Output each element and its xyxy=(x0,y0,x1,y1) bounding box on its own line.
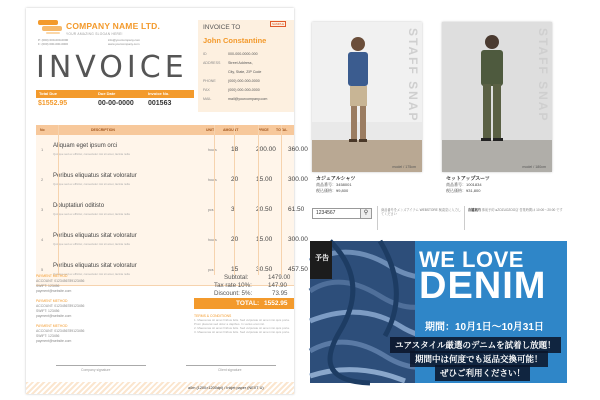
row-amount: 20 xyxy=(231,176,239,183)
row-subtext: Quisque sed ex efficitur, consectetur nisi sit amet, lacinia nulla xyxy=(53,272,130,276)
payment-line: payment@website.com xyxy=(36,289,72,293)
row-price: 200.00 xyxy=(256,146,276,153)
customer-field-value: mail@yourcompany.com xyxy=(228,97,268,101)
company-contact: P: (000) 000-000-0000 F: (000) 000-000-0000 xyxy=(38,38,69,46)
row-price: 20.50 xyxy=(256,206,273,213)
row-description: Peribus eliquatus sitat voloratur xyxy=(53,173,137,179)
customer-field-value: Street Address, xyxy=(228,61,253,65)
row-subtext: Quisque sed ex efficitur, consectetur nisi sit amet, lacinia nulla xyxy=(53,182,130,186)
customer-field-key: ID xyxy=(203,52,207,56)
summary-header-bar xyxy=(36,90,194,98)
customer-name: John Constantine xyxy=(203,36,267,45)
customer-field-key: ADDRESS xyxy=(203,61,221,65)
row-total: 300.00 xyxy=(288,236,308,243)
headline-denim: DENIM xyxy=(419,265,547,307)
column-divider xyxy=(58,125,59,275)
payment-line: SWIFT: 123456 xyxy=(36,334,60,338)
subtotal-value: 1479.00 xyxy=(268,274,291,281)
bill-to-label: INVOICE TO xyxy=(203,24,241,31)
column-divider xyxy=(234,125,235,275)
table-row xyxy=(36,135,308,166)
row-price: 15.00 xyxy=(256,176,273,183)
row-amount: 3 xyxy=(231,206,235,213)
client-signature-label: Client signature xyxy=(218,368,242,372)
sample-badge: SAMPLE xyxy=(272,22,285,26)
col-header: DESCRIPTION xyxy=(91,128,115,132)
customer-field-value: 000-000-0000-000 xyxy=(228,52,258,56)
col-header: TOTAL xyxy=(276,128,288,132)
company-slogan: YOUR AMAZING SLOGAN HERE! xyxy=(66,32,123,36)
staff-snap-watermark: STAFF SNAP xyxy=(406,28,420,123)
row-subtext: Quisque sed ex efficitur, consectetur nisi sit amet, lacinia nulla xyxy=(53,242,130,246)
row-number: 3 xyxy=(41,207,44,212)
table-row xyxy=(36,225,308,256)
summary-label: Due Date xyxy=(98,91,116,96)
grand-total-label: TOTAL: xyxy=(236,300,260,307)
table-header xyxy=(36,125,294,135)
row-subtext: Quisque sed ex efficitur, consectetur nisi sit amet, lacinia nulla xyxy=(53,152,130,156)
campaign-period: 期間：10月1日〜10月31日 xyxy=(425,322,544,333)
total-due-value: $1552.95 xyxy=(38,100,68,107)
denim-banner xyxy=(310,241,567,383)
payment-line: ACCOUNT: 0123456789123456 xyxy=(36,329,85,333)
magnifier-icon[interactable]: ⚲ xyxy=(360,209,371,218)
item-name: セットアップスーツ xyxy=(446,176,490,182)
row-number: 2 xyxy=(41,177,44,182)
row-unit: hours xyxy=(208,178,217,182)
row-description: Peribus eliquatus sitat voloratur xyxy=(53,263,137,269)
staff-snap-watermark: STAFF SNAP xyxy=(536,28,550,123)
model-height: model / 175cm xyxy=(392,165,416,169)
denim-headline-panel xyxy=(395,241,567,383)
promo-line-1: ユアスタイル厳選のデニムを試着し放題！ xyxy=(390,337,561,353)
terms-title: TERMS & CONDITIONS xyxy=(194,314,232,318)
divider xyxy=(464,206,465,230)
payment-line: ACCOUNT: 0123456789123456 xyxy=(36,304,85,308)
row-total: 360.00 xyxy=(288,146,308,153)
column-divider xyxy=(214,125,215,275)
payment-line: payment@website.com xyxy=(36,339,72,343)
table-row xyxy=(36,165,308,196)
payment-method-title: PAYMENT METHOD xyxy=(36,274,68,278)
customer-field-key: MAIL xyxy=(203,97,212,101)
col-header: PRICE xyxy=(258,128,269,132)
row-total: 300.00 xyxy=(288,176,308,183)
row-price: 30.50 xyxy=(256,266,273,273)
print-spec-caption: a0m (1200×1200dpi) / Inkjet paper (NEXT U) xyxy=(188,386,264,390)
grand-total-bar xyxy=(194,298,294,309)
client-signature-line xyxy=(186,365,276,366)
company-signature-label: Company signature xyxy=(81,368,111,372)
customer-field-key: FAX xyxy=(203,88,210,92)
company-signature-line xyxy=(56,365,146,366)
grand-total-value: 1552.95 xyxy=(264,300,288,307)
row-unit: hours xyxy=(208,148,217,152)
row-price: 15.00 xyxy=(256,236,273,243)
summary-label: Total Due xyxy=(39,91,57,96)
customer-field-value: City, State, ZIP Code xyxy=(228,70,262,74)
col-header: UNIT xyxy=(206,128,215,132)
item-info-2: セットアップスーツ 商品番号：1001834 税込価格：¥31,800 xyxy=(446,176,490,193)
row-amount: 20 xyxy=(231,236,239,243)
payment-line: ACCOUNT: 0123456789123456 xyxy=(36,279,85,283)
item-info-1: カジュアルシャツ 商品番号：3458001 税込価格：¥9,800 xyxy=(316,176,356,193)
item-number-search[interactable] xyxy=(312,208,372,219)
col-header: AMOUNT xyxy=(223,128,239,132)
invoice-title: INVOICE xyxy=(36,50,188,85)
payment-line: SWIFT: 123456 xyxy=(36,284,60,288)
payment-method-title: PAYMENT METHOD xyxy=(36,299,68,303)
search-value: 1234567 xyxy=(316,210,336,216)
row-number: 4 xyxy=(41,237,44,242)
summary-label: Invoice No. xyxy=(148,91,170,96)
col-header: No xyxy=(40,128,45,132)
row-total: 457.50 xyxy=(288,266,308,273)
row-amount: 18 xyxy=(231,146,239,153)
promo-line-2: 期間中は何度でも返品交換可能！ xyxy=(410,351,548,367)
table-row xyxy=(36,195,305,226)
item-name: カジュアルシャツ xyxy=(316,176,356,182)
company-name: COMPANY NAME LTD. xyxy=(66,21,161,31)
company-logo xyxy=(38,20,62,34)
invoice-document xyxy=(26,8,308,394)
discount-value: 73.95 xyxy=(272,290,288,297)
row-subtext: Quisque sed ex efficitur, consectetur nisi sit amet, lacinia nulla xyxy=(53,212,130,216)
row-description: Aliquam eget ipsum orci xyxy=(53,143,118,149)
divider xyxy=(377,206,378,230)
bill-to-panel xyxy=(198,20,294,112)
customer-field-value: (000) 000-000-0000 xyxy=(228,88,260,92)
model-height: model / 180cm xyxy=(522,165,546,169)
payment-method xyxy=(36,274,84,294)
row-number: 5 xyxy=(41,267,44,272)
payment-method-title: PAYMENT METHOD xyxy=(36,324,68,328)
headline-we-love: WE LOVE xyxy=(419,247,524,272)
tax-label: Tax rate 10%: xyxy=(214,282,252,289)
payment-method xyxy=(36,299,84,319)
payment-method xyxy=(36,324,84,344)
payment-line: SWIFT: 123456 xyxy=(36,309,60,313)
discount-label: Discount: 5%: xyxy=(214,290,253,297)
due-date-value: 00-00-0000 xyxy=(98,100,134,107)
customer-field-value: (000) 000-000-0000 xyxy=(228,79,260,83)
column-divider xyxy=(281,125,282,275)
row-description: Doluptatiuri oditisto xyxy=(53,203,105,209)
row-unit: pcs xyxy=(208,208,214,212)
row-unit: pcs xyxy=(208,268,214,272)
terms-block: TERMS & CONDITIONS 1. Maecenas sit amet finibus felis. Sed vulputate sit amet nisi quis porta. Proin placerat sed dolor a dapibus. In varius erat nisl. 2. Maecenas sit amet finibus felis. Sed vulputate sit amet nisi quis porta. 3. Maecenas sit amet finibus felis. Sed vulputate sit amet nisi quis porta. xyxy=(194,314,294,334)
promo-line-3: ぜひご利用ください！ xyxy=(435,365,530,381)
search-note: 商品番号をメンズアイテム WEBSTORE 検索窓に入力してください xyxy=(381,208,461,216)
customer-field-key: PHONE xyxy=(203,79,216,83)
row-description: Peribus eliquatus sitat voloratur xyxy=(53,233,137,239)
row-total: 61.50 xyxy=(288,206,305,213)
row-unit: hours xyxy=(208,238,217,242)
store-note: 店舗案内 事前予約 ●ZOZUOZOO店 営業時間は 10:00〜20:00 です xyxy=(468,208,563,212)
payment-line: payment@website.com xyxy=(36,314,72,318)
company-web: info@yourcompany.com www.yourcompany.com xyxy=(108,38,141,46)
subtotal-label: Subtotal: xyxy=(224,274,249,281)
tax-value: 147.90 xyxy=(268,282,287,289)
staff-snap-card-2 xyxy=(442,22,552,172)
notice-badge: 予告 xyxy=(310,241,332,279)
row-number: 1 xyxy=(41,147,44,152)
staff-snap-card-1 xyxy=(312,22,422,172)
column-divider xyxy=(258,125,259,275)
invoice-number-value: 001563 xyxy=(148,100,172,107)
row-amount: 15 xyxy=(231,266,239,273)
